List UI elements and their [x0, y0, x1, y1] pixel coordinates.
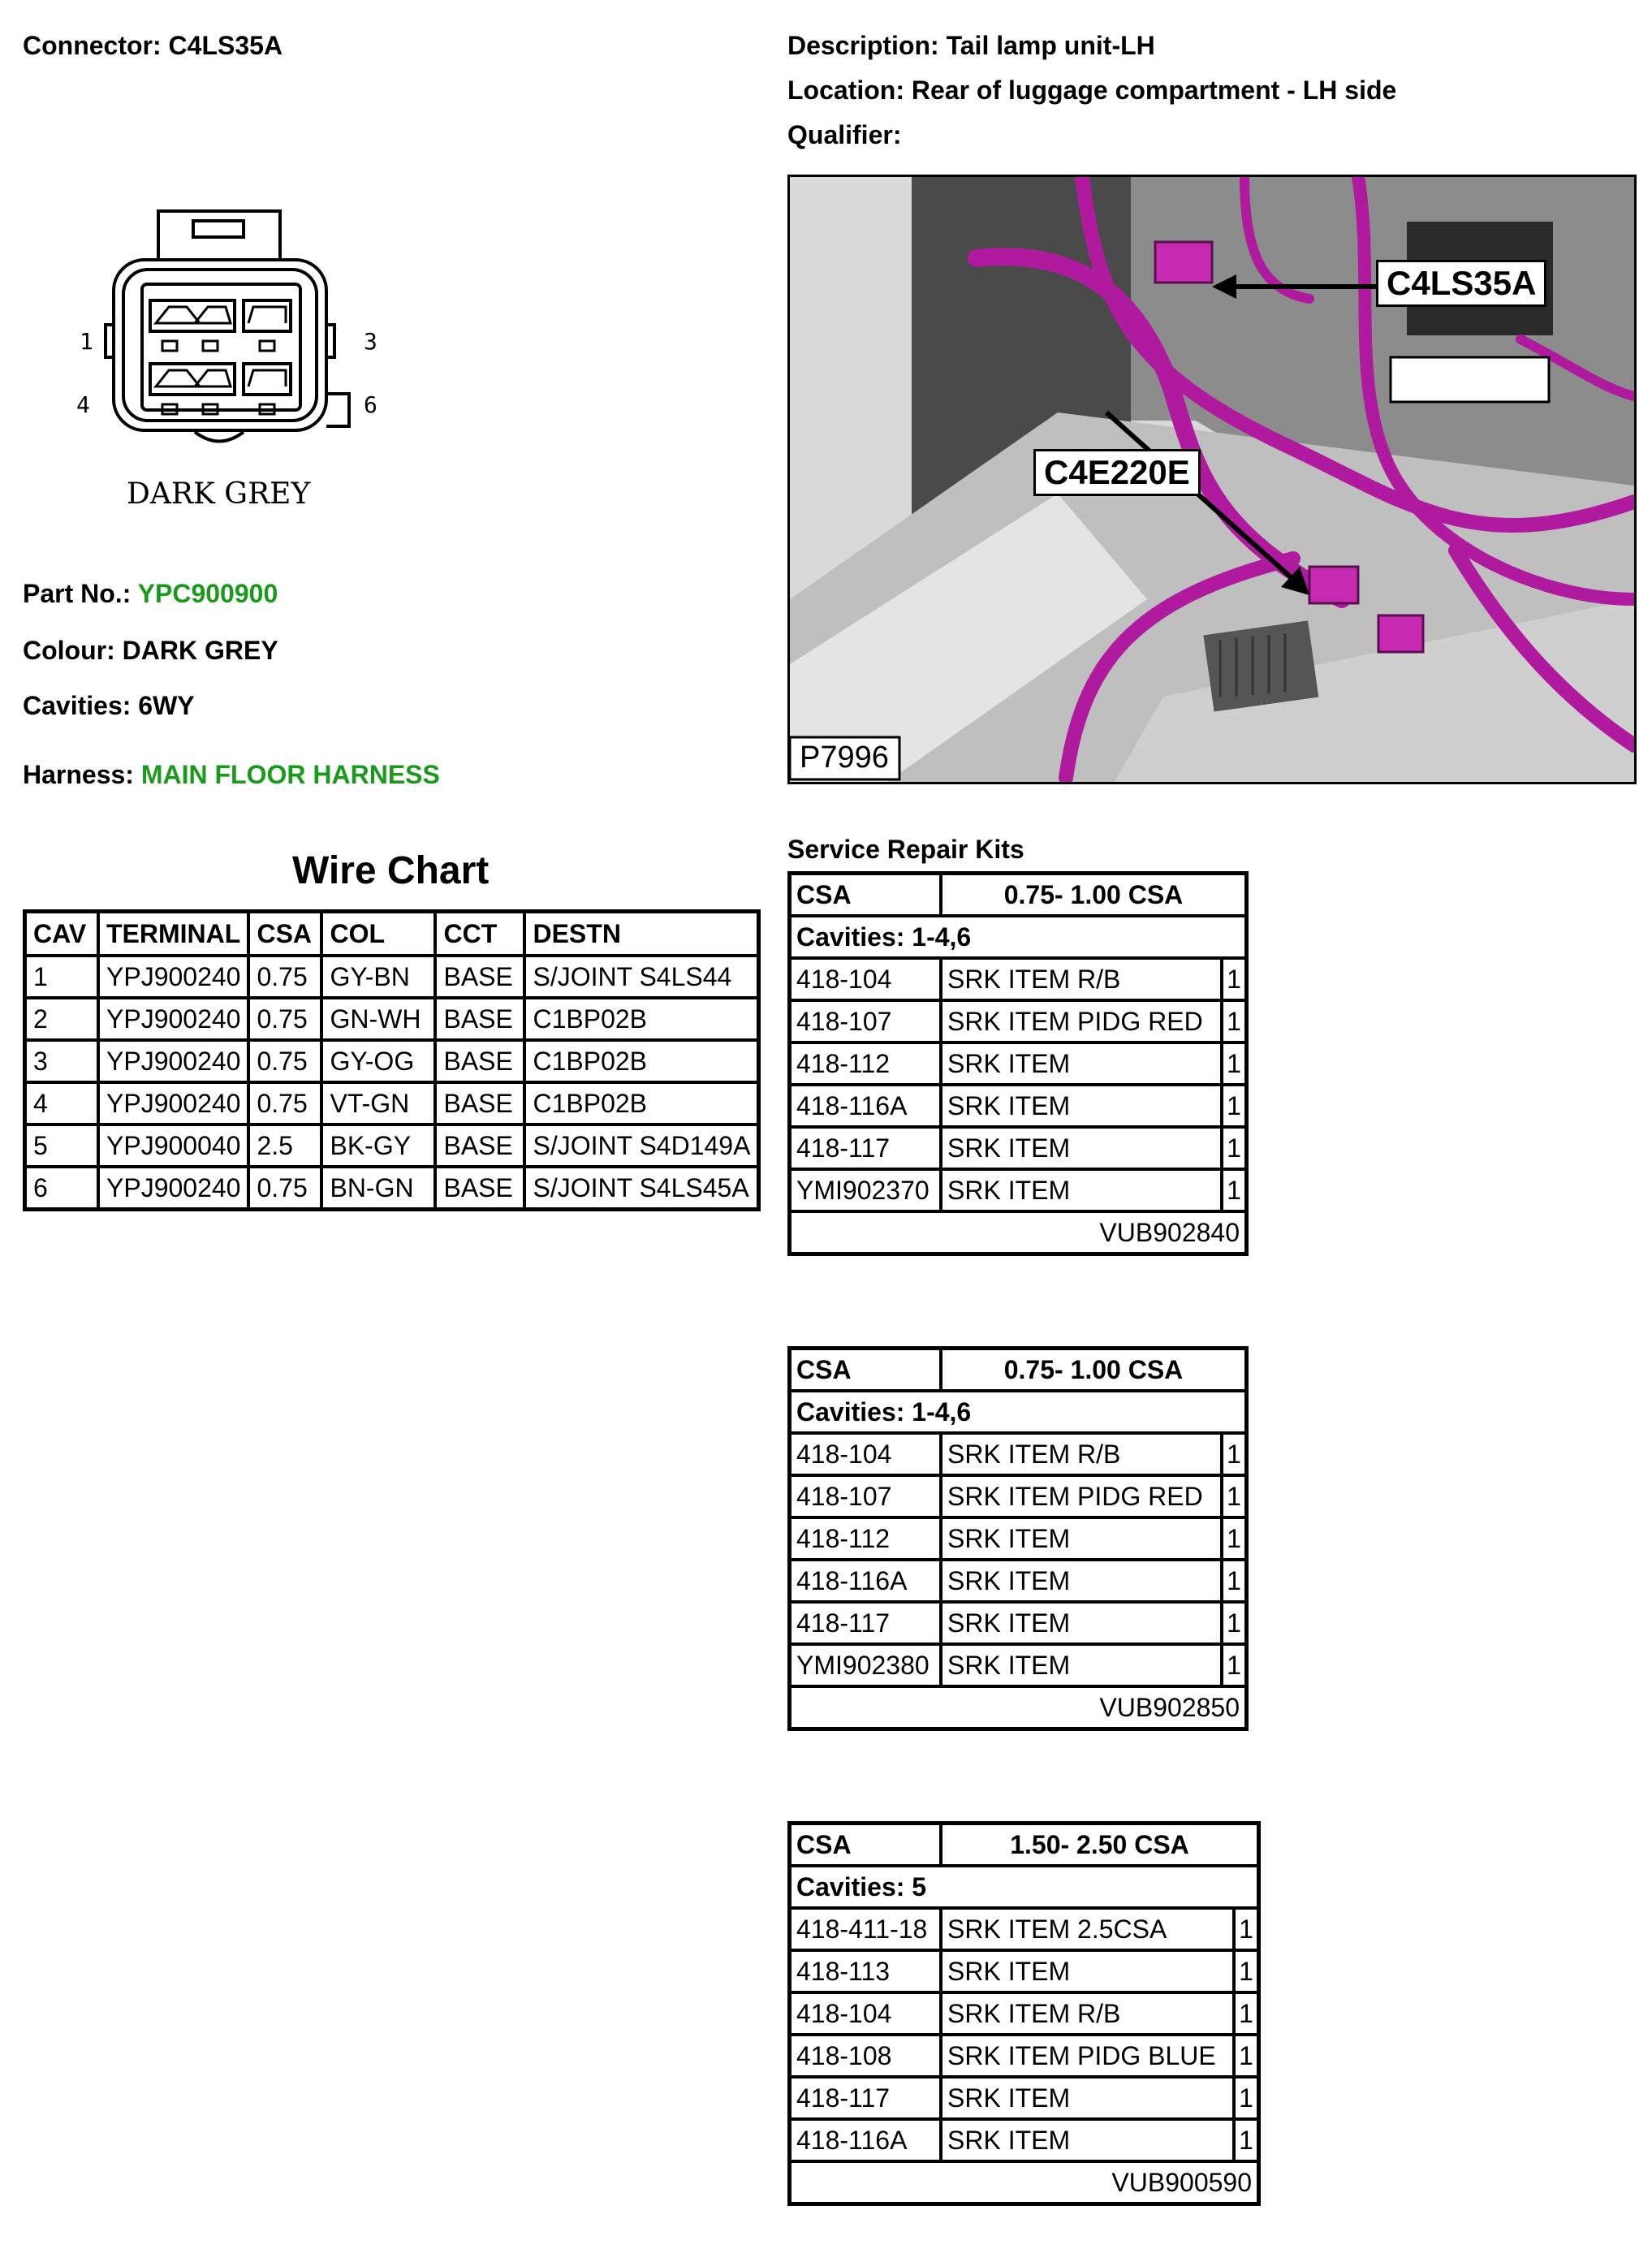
wire-chart-cell-col: BK-GY [321, 1124, 435, 1167]
service-kit-code: VUB902840 [790, 1211, 1247, 1254]
wire-chart-cell-cct: BASE [435, 1167, 524, 1210]
description-value: Tail lamp unit-LH [946, 31, 1155, 60]
colour-value: DARK GREY [122, 636, 278, 665]
cavities-value: 6WY [138, 691, 195, 720]
service-kit-item-desc: SRK ITEM PIDG BLUE [941, 2035, 1234, 2077]
part-number-link[interactable]: YPC900900 [137, 579, 278, 608]
service-kit-item-qty: 1 [1222, 1602, 1247, 1644]
cavities-label: Cavities: [23, 691, 132, 720]
wire-chart-title: Wire Chart [292, 849, 490, 892]
wire-chart-cell-destn: C1BP02B [524, 1082, 758, 1124]
wire-chart-cell-csa: 0.75 [248, 1040, 321, 1082]
qualifier-label: Qualifier: [787, 120, 902, 149]
location-value: Rear of luggage compartment - LH side [911, 76, 1397, 105]
service-kit-item-qty: 1 [1234, 2077, 1259, 2119]
service-kit-csa-range: 0.75- 1.00 CSA [941, 1349, 1247, 1392]
service-kit-item-row [790, 1085, 1247, 1127]
location-line [787, 76, 1396, 106]
service-kit-item-row [790, 958, 1247, 1000]
service-kit-item-qty: 1 [1222, 1517, 1247, 1560]
wire-chart-cell-terminal: YPJ900040 [98, 1124, 248, 1167]
service-kit-item-part: 418-117 [790, 2077, 942, 2119]
service-kit-item-desc: SRK ITEM [941, 1560, 1222, 1602]
connector-face-diagram [65, 203, 406, 528]
wire-chart-row [25, 1124, 759, 1167]
service-kit-item-qty: 1 [1234, 1908, 1259, 1950]
service-kit-item-row [790, 2077, 1259, 2119]
wire-chart-cell-cct: BASE [435, 1082, 524, 1124]
service-kit-cavities: Cavities: 5 [790, 1866, 1259, 1908]
service-kit-item-desc: SRK ITEM [941, 2119, 1234, 2161]
service-kit-item-part: 418-411-18 [790, 1908, 942, 1950]
service-kit-item-desc: SRK ITEM R/B [941, 1992, 1234, 2035]
description-line [787, 31, 1155, 61]
service-kit-item-qty: 1 [1234, 2119, 1259, 2161]
wire-chart-header-terminal: TERMINAL [98, 912, 248, 956]
service-kit-item-qty: 1 [1222, 1169, 1247, 1211]
service-kit-item-row [790, 1517, 1247, 1560]
wire-chart-cell-terminal: YPJ900240 [98, 998, 248, 1040]
wire-chart-cell-terminal: YPJ900240 [98, 1082, 248, 1124]
service-kit-item-row [790, 1000, 1247, 1042]
service-kit-item-desc: SRK ITEM [941, 1644, 1222, 1686]
service-kit-item-part: 418-107 [790, 1000, 942, 1042]
wire-chart-cell-cct: BASE [435, 956, 524, 998]
service-kit-item-part: 418-104 [790, 1433, 942, 1475]
wire-chart-header-cav: CAV [25, 912, 99, 956]
service-kit-item-desc: SRK ITEM [941, 2077, 1234, 2119]
description-label: Description: [787, 31, 939, 60]
service-kit-item-row [790, 1992, 1259, 2035]
service-kit-item-part: 418-117 [790, 1602, 942, 1644]
service-kit-header-row [790, 1349, 1247, 1392]
wire-chart-cell-terminal: YPJ900240 [98, 1167, 248, 1210]
service-kit-item-desc: SRK ITEM PIDG RED [941, 1475, 1222, 1517]
wire-chart-cell-cav: 1 [25, 956, 99, 998]
wire-chart-header-col: COL [321, 912, 435, 956]
service-kit-item-desc: SRK ITEM [941, 1085, 1222, 1127]
pin-label-3: 3 [364, 328, 377, 355]
photo-callout-c4e220e: C4E220E [1033, 449, 1201, 496]
wire-chart-cell-cav: 4 [25, 1082, 99, 1124]
pin-label-1: 1 [80, 328, 93, 355]
wire-chart-body [25, 956, 759, 1210]
service-kit-table [787, 1346, 1249, 1731]
service-kit-cavities-row [790, 1391, 1247, 1433]
service-kit-item-part: 418-117 [790, 1127, 942, 1169]
wire-chart-row [25, 956, 759, 998]
service-kit-item-desc: SRK ITEM [941, 1602, 1222, 1644]
wire-chart-cell-destn: C1BP02B [524, 998, 758, 1040]
service-kit-item-desc: SRK ITEM PIDG RED [941, 1000, 1222, 1042]
wire-chart-cell-col: GY-BN [321, 956, 435, 998]
qualifier-line [787, 120, 901, 150]
service-kit-item-part: 418-113 [790, 1950, 942, 1992]
service-kit-item-part: YMI902370 [790, 1169, 942, 1211]
service-kit-item-row [790, 2119, 1259, 2161]
service-kit-item-part: 418-107 [790, 1475, 942, 1517]
wire-chart-cell-destn: S/JOINT S4D149A [524, 1124, 758, 1167]
wire-chart-cell-terminal: YPJ900240 [98, 1040, 248, 1082]
wire-chart-cell-col: GN-WH [321, 998, 435, 1040]
service-kit-item-qty: 1 [1234, 1950, 1259, 1992]
service-kit-item-qty: 1 [1222, 1127, 1247, 1169]
pin-label-4: 4 [76, 391, 90, 418]
wire-chart-table [23, 909, 761, 1211]
wire-chart-row [25, 1082, 759, 1124]
wire-chart-cell-destn: C1BP02B [524, 1040, 758, 1082]
wire-chart-row [25, 998, 759, 1040]
wire-chart-header-row [25, 912, 759, 956]
wire-chart-cell-csa: 0.75 [248, 956, 321, 998]
service-kit-item-row [790, 1475, 1247, 1517]
service-kit-cavities-row [790, 916, 1247, 958]
wire-chart-cell-csa: 2.5 [248, 1124, 321, 1167]
wire-chart-cell-terminal: YPJ900240 [98, 956, 248, 998]
service-kit-item-row [790, 1042, 1247, 1085]
part-number-label: Part No.: [23, 579, 132, 608]
wire-chart-cell-destn: S/JOINT S4LS45A [524, 1167, 758, 1210]
service-kit-item-row [790, 1644, 1247, 1686]
service-kit-item-part: 418-104 [790, 958, 942, 1000]
wire-chart-cell-cav: 3 [25, 1040, 99, 1082]
service-kit-csa-range: 1.50- 2.50 CSA [941, 1824, 1259, 1867]
service-kit-item-qty: 1 [1222, 1644, 1247, 1686]
service-kit-item-row [790, 1908, 1259, 1950]
connector-line [23, 31, 283, 61]
service-kit-cavities-row [790, 1866, 1259, 1908]
wire-chart-header-cct: CCT [435, 912, 524, 956]
colour-line [23, 636, 278, 666]
service-kits-title: Service Repair Kits [787, 835, 1024, 864]
service-kit-item-row [790, 1602, 1247, 1644]
service-kit-code-row [790, 1211, 1247, 1254]
service-kit-code-row [790, 2161, 1259, 2204]
cavities-line [23, 691, 195, 721]
wire-chart-cell-col: VT-GN [321, 1082, 435, 1124]
service-kit-item-row [790, 1950, 1259, 1992]
wire-chart-cell-cav: 6 [25, 1167, 99, 1210]
service-kit-item-part: 418-104 [790, 1992, 942, 2035]
service-kit-code: VUB902850 [790, 1686, 1247, 1729]
service-kit-csa-range: 0.75- 1.00 CSA [941, 874, 1247, 917]
service-kit-item-row [790, 2035, 1259, 2077]
wire-chart-cell-csa: 0.75 [248, 1167, 321, 1210]
service-kit-item-qty: 1 [1222, 1042, 1247, 1085]
harness-link[interactable]: MAIN FLOOR HARNESS [140, 760, 440, 789]
service-kit-item-row [790, 1560, 1247, 1602]
service-kit-item-part: 418-116A [790, 2119, 942, 2161]
service-kit-item-desc: SRK ITEM [941, 1169, 1222, 1211]
harness-label: Harness: [23, 760, 134, 789]
colour-label: Colour: [23, 636, 115, 665]
service-kit-item-desc: SRK ITEM R/B [941, 1433, 1222, 1475]
service-kit-item-qty: 1 [1222, 1560, 1247, 1602]
service-kit-header-row [790, 1824, 1259, 1867]
service-kit-header-row [790, 874, 1247, 917]
service-kit-item-row [790, 1433, 1247, 1475]
location-photo [787, 175, 1637, 784]
pin-label-6: 6 [364, 391, 377, 418]
service-kit-item-qty: 1 [1222, 1085, 1247, 1127]
service-kit-cavities: Cavities: 1-4,6 [790, 916, 1247, 958]
service-kit-code-row [790, 1686, 1247, 1729]
service-kit-item-qty: 1 [1222, 958, 1247, 1000]
service-kit-item-part: 418-108 [790, 2035, 942, 2077]
wire-chart-cell-cct: BASE [435, 1040, 524, 1082]
wire-chart-cell-csa: 0.75 [248, 998, 321, 1040]
service-kit-item-part: YMI902380 [790, 1644, 942, 1686]
service-kit-item-desc: SRK ITEM [941, 1950, 1234, 1992]
wire-chart-cell-cct: BASE [435, 1124, 524, 1167]
service-kit-item-row [790, 1127, 1247, 1169]
service-kit-code: VUB900590 [790, 2161, 1259, 2204]
wire-chart-row [25, 1040, 759, 1082]
location-label: Location: [787, 76, 904, 105]
service-kit-item-qty: 1 [1222, 1475, 1247, 1517]
service-kit-table [787, 1821, 1261, 2206]
wire-chart-cell-destn: S/JOINT S4LS44 [524, 956, 758, 998]
wire-chart-cell-cav: 5 [25, 1124, 99, 1167]
photo-callout-c4ls35a: C4LS35A [1376, 260, 1546, 307]
service-kit-item-qty: 1 [1222, 1433, 1247, 1475]
wire-chart-cell-col: GY-OG [321, 1040, 435, 1082]
service-kit-table [787, 871, 1249, 1256]
photo-reference: P7996 [800, 740, 889, 775]
wire-chart-cell-cct: BASE [435, 998, 524, 1040]
wire-chart-cell-col: BN-GN [321, 1167, 435, 1210]
part-number-line [23, 579, 278, 609]
service-kit-item-desc: SRK ITEM [941, 1517, 1222, 1560]
service-kit-item-desc: SRK ITEM [941, 1127, 1222, 1169]
service-kit-item-part: 418-112 [790, 1517, 942, 1560]
connector-label: Connector: [23, 31, 162, 60]
diagram-colour-caption: DARK GREY [127, 477, 311, 511]
service-kit-item-qty: 1 [1234, 1992, 1259, 2035]
service-kit-item-qty: 1 [1234, 2035, 1259, 2077]
service-kit-item-row [790, 1169, 1247, 1211]
service-kit-csa-label: CSA [790, 874, 942, 917]
wire-chart-header-csa: CSA [248, 912, 321, 956]
service-kit-csa-label: CSA [790, 1349, 942, 1392]
service-kit-item-desc: SRK ITEM [941, 1042, 1222, 1085]
service-kit-item-qty: 1 [1222, 1000, 1247, 1042]
harness-line [23, 760, 440, 790]
service-kit-item-desc: SRK ITEM 2.5CSA [941, 1908, 1234, 1950]
service-kit-item-part: 418-116A [790, 1560, 942, 1602]
wire-chart-cell-csa: 0.75 [248, 1082, 321, 1124]
connector-value: C4LS35A [168, 31, 283, 60]
service-kit-item-desc: SRK ITEM R/B [941, 958, 1222, 1000]
service-kit-item-part: 418-112 [790, 1042, 942, 1085]
wire-chart-cell-cav: 2 [25, 998, 99, 1040]
wire-chart-row [25, 1167, 759, 1210]
service-kit-cavities: Cavities: 1-4,6 [790, 1391, 1247, 1433]
service-kit-item-part: 418-116A [790, 1085, 942, 1127]
service-kit-csa-label: CSA [790, 1824, 942, 1867]
wire-chart-header-destn: DESTN [524, 912, 758, 956]
